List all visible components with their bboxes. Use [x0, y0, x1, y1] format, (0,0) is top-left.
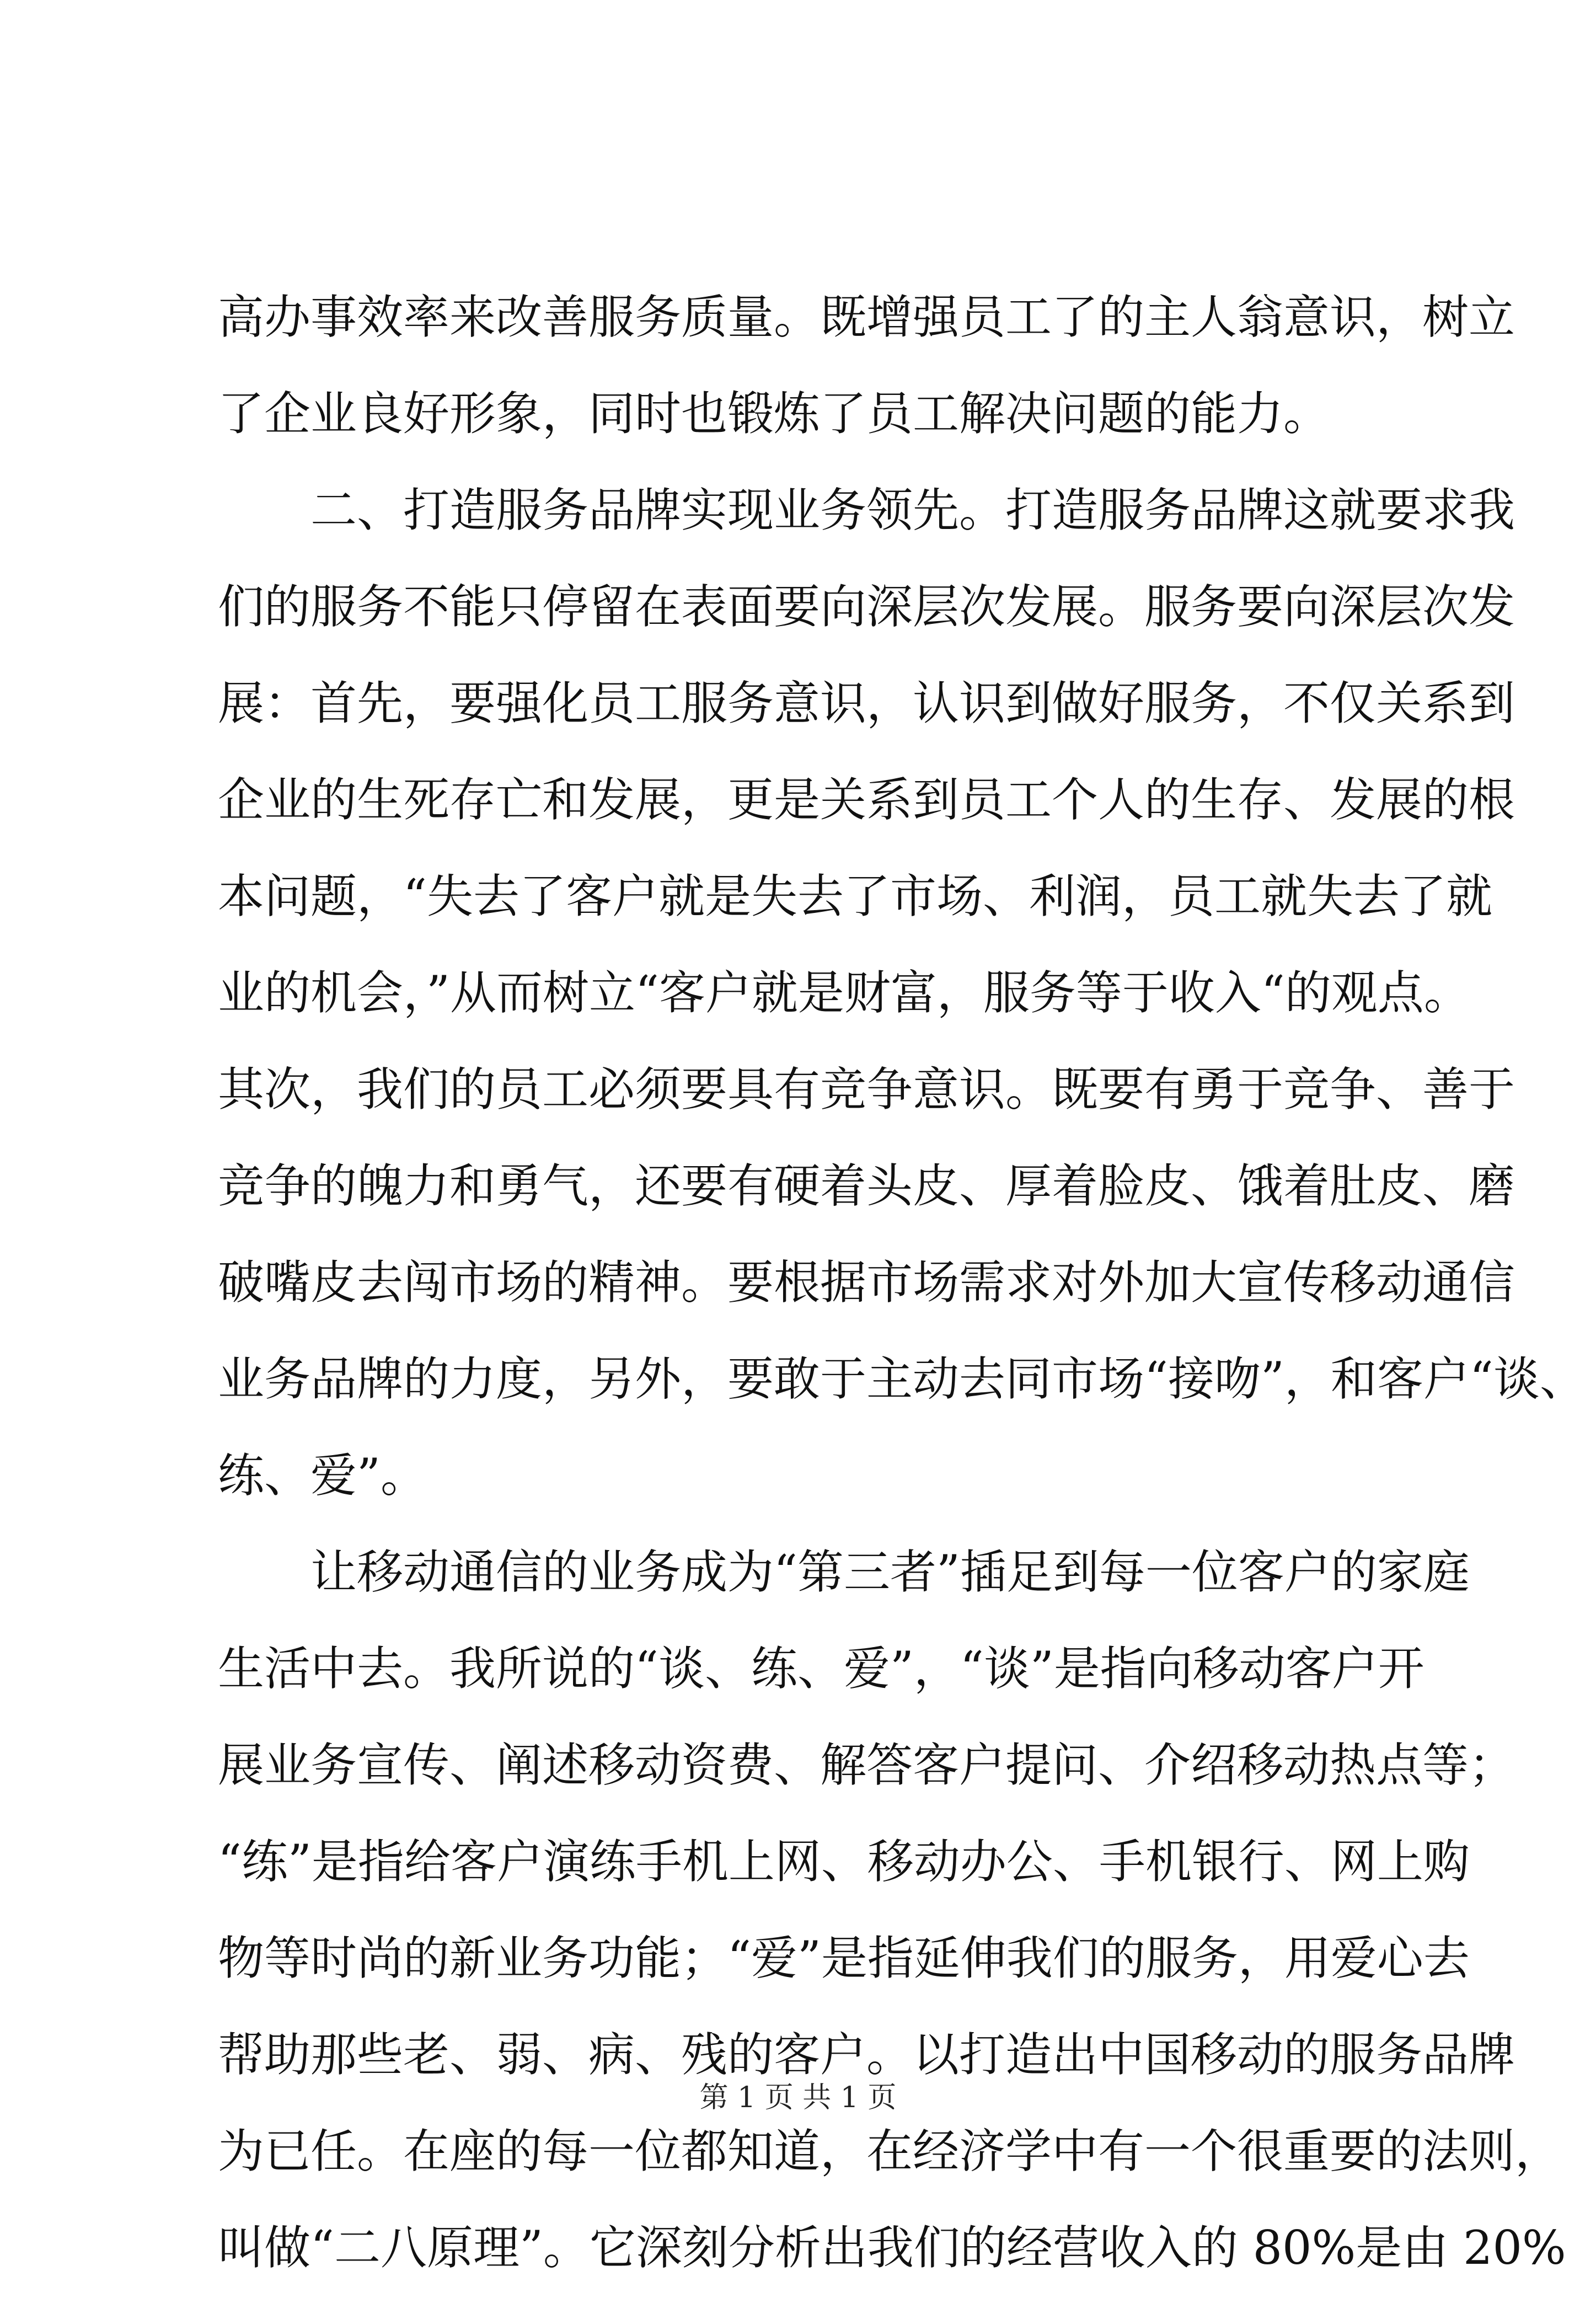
- text-line: 竞争的魄力和勇气，还要有硬着头皮、厚着脸皮、饿着肚皮、磨: [218, 1159, 1515, 1213]
- text-line: 破嘴皮去闯市场的精神。要根据市场需求对外加大宣传移动通信: [218, 1255, 1515, 1310]
- text-line: 二、打造服务品牌实现业务领先。打造服务品牌这就要求我: [310, 483, 1515, 537]
- text-line: 高办事效率来改善服务质量。既增强员工了的主人翁意识，树立: [218, 290, 1515, 344]
- text-line: 了企业良好形象，同时也锻炼了员工解决问题的能力。: [218, 387, 1330, 441]
- text-line: 物等时尚的新业务功能；“爱”是指延伸我们的服务，用爱心去: [218, 1931, 1470, 1985]
- text-line: 业务品牌的力度，另外，要敢于主动去同市场“接吻”，和客户“谈、: [218, 1352, 1586, 1406]
- text-line: 练、爱”。: [218, 1449, 427, 1503]
- text-line: 叫做“二八原理”。它深刻分析出我们的经营收入的 80%是由 20%: [218, 2221, 1566, 2275]
- text-line: 展业务宣传、阐述移动资费、解答客户提问、介绍移动热点等；: [218, 1738, 1515, 1792]
- page-footer: [0, 2074, 1596, 2115]
- text-line: 让移动通信的业务成为“第三者”插足到每一位客户的家庭: [310, 1545, 1470, 1599]
- text-line: 业的机会，”从而树立“客户就是财富，服务等于收入“的观点。: [218, 966, 1470, 1020]
- text-line: 为已任。在座的每一位都知道，在经济学中有一个很重要的法则，: [218, 2124, 1562, 2178]
- text-line: 企业的生死存亡和发展，更是关系到员工个人的生存、发展的根: [218, 773, 1515, 827]
- text-line: 们的服务不能只停留在表面要向深层次发展。服务要向深层次发: [218, 580, 1515, 634]
- page-number: 第 1 页 共 1 页: [699, 2081, 897, 2114]
- text-line: “练”是指给客户演练手机上网、移动办公、手机银行、网上购: [218, 1835, 1470, 1889]
- text-line: 生活中去。我所说的“谈、练、爱”，“谈”是指向移动客户开: [218, 1642, 1424, 1696]
- text-line: 帮助那些老、弱、病、残的客户。以打造出中国移动的服务品牌: [218, 2028, 1515, 2082]
- text-line: 展：首先，要强化员工服务意识，认识到做好服务，不仅关系到: [218, 676, 1515, 730]
- text-line: 本问题，“失去了客户就是失去了市场、利润，员工就失去了就: [218, 869, 1492, 923]
- text-line: 其次，我们的员工必须要具有竞争意识。既要有勇于竞争、善于: [218, 1062, 1515, 1116]
- body-text: [218, 287, 1586, 2314]
